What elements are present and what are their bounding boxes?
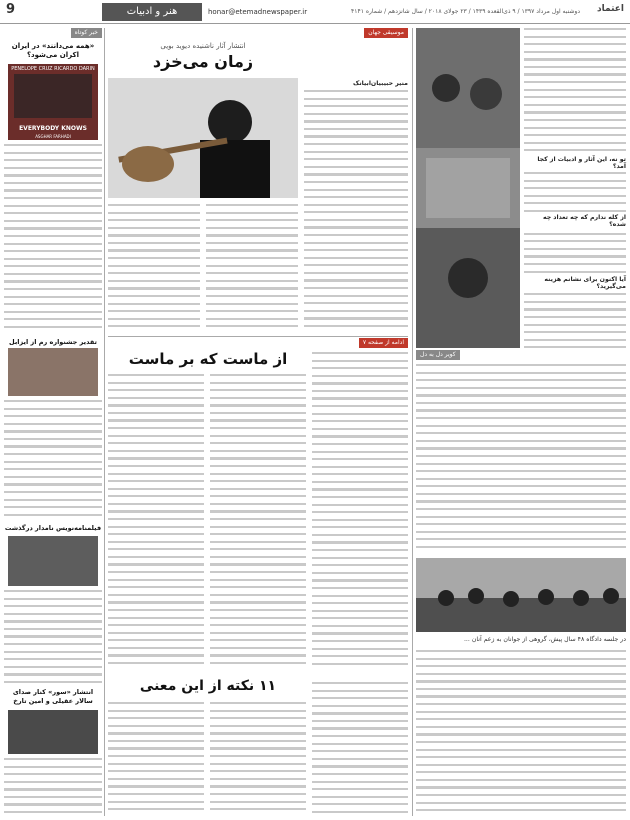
music-tag: موسیقی جهان bbox=[364, 28, 408, 38]
concert-article-text bbox=[4, 758, 102, 816]
concert-headline: انتشار «سور» کنار صدای سالار عقیلی و امین تارخ bbox=[12, 688, 94, 705]
page-header bbox=[0, 0, 630, 24]
newspaper-logo: اعتماد bbox=[597, 4, 624, 14]
poster-photo bbox=[14, 74, 92, 118]
notes-text-col3 bbox=[312, 682, 408, 814]
interview-text-col2 bbox=[210, 374, 306, 674]
filmmaker-headline: فیلمنامه‌نویس نامدار درگذشت bbox=[4, 524, 102, 532]
notes-text-col1 bbox=[108, 702, 204, 814]
poster-director: ASGHAR FARHADI bbox=[35, 134, 71, 139]
interview-text-col3 bbox=[312, 352, 408, 674]
interview-article bbox=[108, 338, 408, 816]
huppert-article-text bbox=[4, 400, 102, 520]
music-right-text bbox=[304, 90, 408, 334]
music-headline: زمان می‌خزد bbox=[152, 52, 254, 71]
notes-text-col2 bbox=[210, 702, 306, 814]
notes-headline: ۱۱ نکته از این معنی bbox=[139, 678, 277, 694]
music-article bbox=[108, 28, 408, 334]
section-title: هنر و ادبیات bbox=[102, 3, 202, 21]
huppert-headline: تقدیر جشنواره رم از ایزابل bbox=[9, 338, 97, 346]
music-bottom-text-left bbox=[108, 204, 200, 334]
music-byline: منیر حبیبیان‌ابیانک bbox=[352, 80, 408, 87]
culture-tag: خبر کوتاه bbox=[71, 28, 102, 38]
movie-headline: «همه می‌دانند» در ایران اکران می‌شود؟ bbox=[11, 42, 95, 59]
right-subhead-2: از کله ندارم که چه تعداد چه شده؟ bbox=[524, 214, 626, 228]
music-bottom-text-right bbox=[206, 204, 298, 334]
page-number: 9 bbox=[6, 2, 16, 17]
right-text-mid bbox=[416, 364, 626, 554]
right-text-bottom bbox=[416, 650, 626, 816]
movie-poster bbox=[8, 64, 98, 140]
protest-illustration bbox=[416, 28, 520, 348]
section-divider bbox=[108, 336, 408, 337]
right-column bbox=[416, 28, 626, 816]
filmmaker-article-text bbox=[4, 590, 102, 690]
filmmaker-photo bbox=[8, 536, 98, 586]
right-text-top-a bbox=[524, 28, 626, 358]
photo-caption: در جلسه دادگاه ۴۸ سال پیش، گروهی از جوانان به زعم آنان ... bbox=[463, 636, 626, 643]
right-subhead-3: آیا اکنون برای نشانم هزینه می‌گیرید؟ bbox=[524, 276, 626, 290]
dateline: دوشنبه اول مرداد ۱۳۹۷ / ۹ ذی‌القعده ۱۴۳۹ / ۲۳ جولای ۲۰۱۸ / سال شانزدهم / شماره ۴۱۴۱ bbox=[351, 8, 580, 15]
interview-headline: از ماست که بر ماست bbox=[128, 350, 288, 368]
huppert-photo bbox=[8, 348, 98, 396]
column-divider-right bbox=[412, 28, 413, 816]
bowie-illustration bbox=[108, 78, 298, 198]
right-subhead-1: تو نه، این آثار و ادبیات از کجا آمد؟ bbox=[524, 156, 626, 170]
bowie-photo bbox=[108, 78, 298, 198]
poster-title: EVERYBODY KNOWS bbox=[19, 125, 87, 132]
movie-article-text bbox=[4, 144, 102, 334]
concert-photo bbox=[8, 710, 98, 754]
interview-text-col1 bbox=[108, 374, 204, 674]
column-divider bbox=[104, 28, 105, 816]
protest-photo-top bbox=[416, 28, 520, 348]
section-email[interactable]: honar@etemadnewspaper.ir bbox=[208, 8, 308, 16]
protest-photo-bottom bbox=[416, 558, 626, 632]
right-caption-tag: کویر دل به دل bbox=[416, 350, 460, 360]
crowd-illustration bbox=[416, 558, 626, 632]
poster-cast: PENELOPE CRUZ RICARDO DARIN bbox=[11, 66, 95, 72]
culture-column bbox=[4, 28, 102, 816]
music-kicker: انتشار آثار ناشنیده دیوید بویی bbox=[160, 42, 246, 50]
interview-tag: ادامه از صفحه ۷ bbox=[359, 338, 408, 348]
